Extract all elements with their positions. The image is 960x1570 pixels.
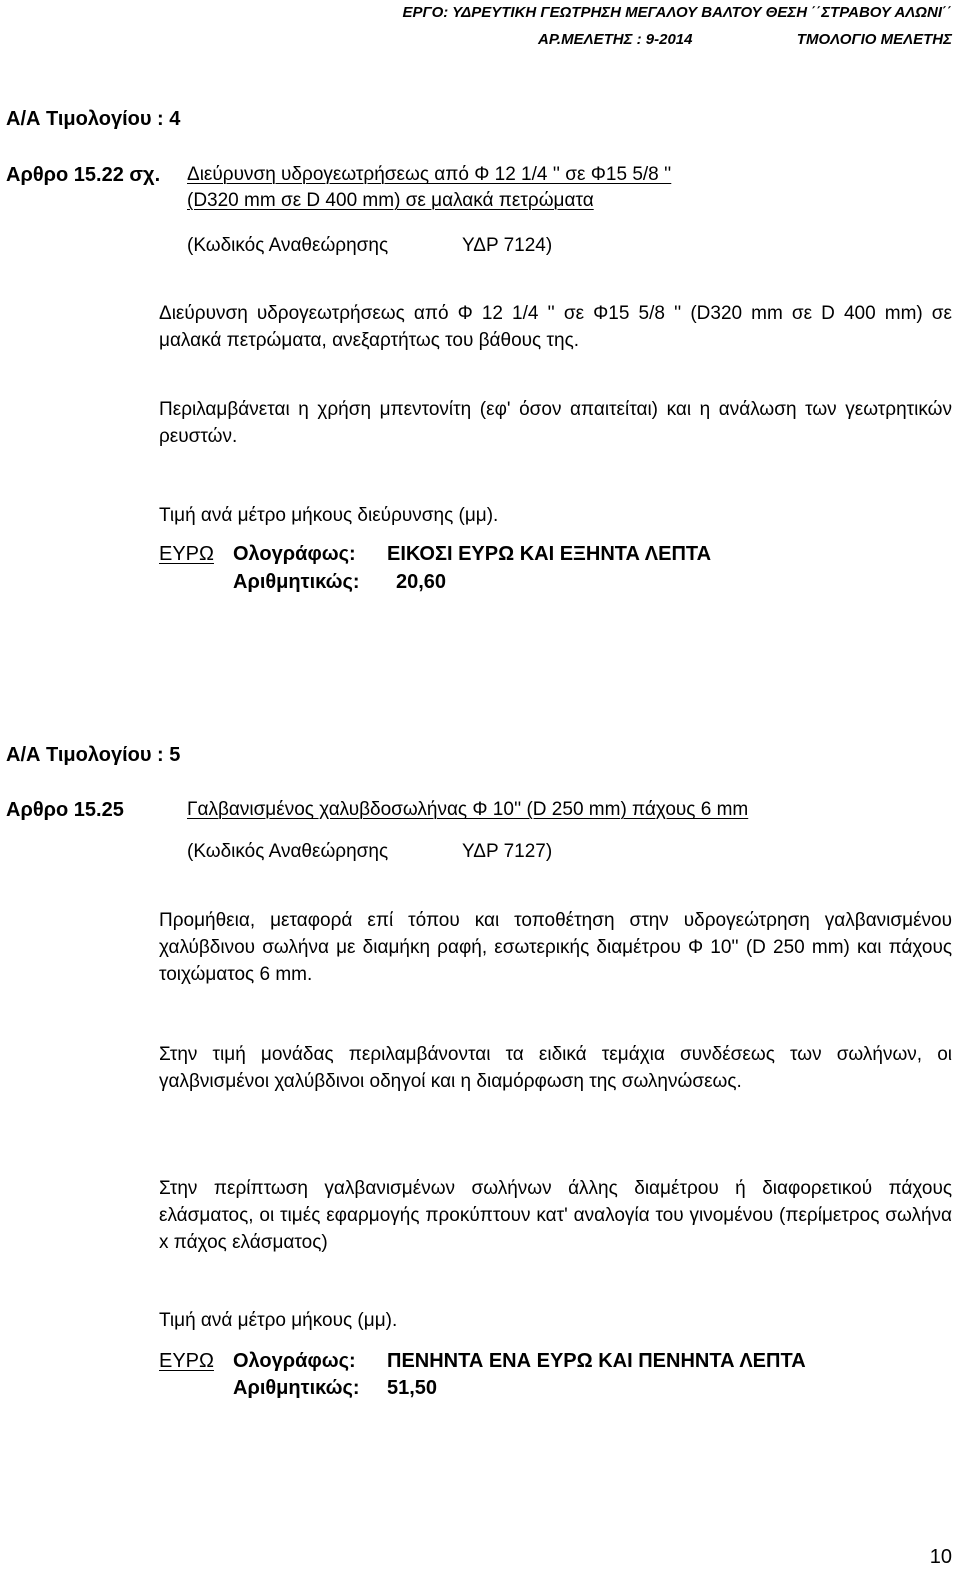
description-paragraph: Στην τιμή μονάδας περιλαμβάνονται τα ειδικά τεμάχια συνδέσεως των σωλήνων, οι γαλβνισμένοι χαλύβδινοι οδηγοί και η διαμόρφωση της σωληνώσεως. — [159, 1044, 952, 1092]
currency-label: ΕΥΡΩ — [159, 1350, 214, 1372]
page-number: 10 — [929, 1546, 952, 1568]
price-words-value: ΕΙΚΟΣΙ ΕΥΡΩ ΚΑΙ ΕΞΗΝΤΑ ΛΕΠΤΑ — [387, 543, 712, 565]
description-paragraph: Στην περίπτωση γαλβανισμένων σωλήνων άλλης διαμέτρου ή διαφορετικού πάχους ελάσματος, οι τιμές εφαρμογής προκύπτουν κατ' αναλογία του γινομένου (περίμετρος σωλήνα x πάχος ελάσματος) — [159, 1178, 952, 1253]
revision-code-value: ΥΔΡ 7124) — [462, 235, 553, 256]
article-number: Αρθρο 15.22 σχ. — [6, 164, 161, 186]
unit-price-text: Τιμή ανά μέτρο μήκους (μμ). — [159, 1310, 398, 1331]
revision-code-value: ΥΔΡ 7127) — [462, 841, 553, 862]
unit-price-text: Τιμή ανά μέτρο μήκους διεύρυνσης (μμ). — [159, 505, 499, 526]
description-paragraph: Προμήθεια, μεταφορά επί τόπου και τοποθέτηση στην υδρογεώτρηση γαλβανισμένου χαλύβδινου σωλήνα με διαμήκη ραφή, εσωτερικής διαμέτρου Φ 10'' (D 250 mm) και πάχους τοιχώματος 6 mm. — [159, 910, 952, 985]
document-header-project: ΕΡΓΟ: ΥΔΡΕΥΤΙΚΗ ΓΕΩΤΡΗΣΗ ΜΕΓΑΛΟΥ ΒΑΛΤΟΥ ΘΕΣΗ ΄΄ΣΤΡΑΒΟΥ ΑΛΩΝΙ΄΄ — [402, 4, 952, 21]
item-title-line: Διεύρυνση υδρογεωτρήσεως από Φ 12 1/4 '' σε Φ15 5/8 '' — [187, 164, 672, 185]
description-paragraph: Περιλαμβάνεται η χρήση μπεντονίτη (εφ' όσον απαιτείται) και η ανάλωση των γεωτρητικών ρευστών. — [159, 399, 952, 447]
item-title-line: Γαλβανισμένος χαλυβδοσωλήνας Φ 10'' (D 250 mm) πάχους 6 mm — [187, 799, 749, 820]
revision-code-label: (Κωδικός Αναθεώρησης — [187, 235, 389, 256]
item-number: Α/Α Τιμολογίου : 5 — [6, 744, 181, 766]
price-number-label: Αριθμητικώς: — [233, 1377, 360, 1399]
article-number: Αρθρο 15.25 — [6, 799, 124, 821]
price-number-value: 20,60 — [396, 571, 447, 593]
item-title-line: (D320 mm σε D 400 mm) σε μαλακά πετρώματα — [187, 190, 594, 211]
price-words-label: Ολογράφως: — [233, 1350, 356, 1372]
price-words-label: Ολογράφως: — [233, 543, 356, 565]
document-header-study-number: ΑΡ.ΜΕΛΕΤΗΣ : 9-2014 — [538, 31, 693, 48]
document-header-section: ΤΜΟΛΟΓΙΟ ΜΕΛΕΤΗΣ — [796, 31, 952, 48]
description-paragraph: Διεύρυνση υδρογεωτρήσεως από Φ 12 1/4 '' σε Φ15 5/8 '' (D320 mm σε D 400 mm) σε μαλακά πετρώματα, ανεξαρτήτως του βάθους της. — [159, 303, 952, 351]
price-number-value: 51,50 — [387, 1377, 438, 1399]
revision-code-label: (Κωδικός Αναθεώρησης — [187, 841, 389, 862]
price-number-label: Αριθμητικώς: — [233, 571, 360, 593]
item-number: Α/Α Τιμολογίου : 4 — [6, 108, 181, 130]
price-words-value: ΠΕΝΗΝΤΑ ΕΝΑ ΕΥΡΩ ΚΑΙ ΠΕΝΗΝΤΑ ΛΕΠΤΑ — [387, 1350, 806, 1372]
currency-label: ΕΥΡΩ — [159, 543, 214, 565]
